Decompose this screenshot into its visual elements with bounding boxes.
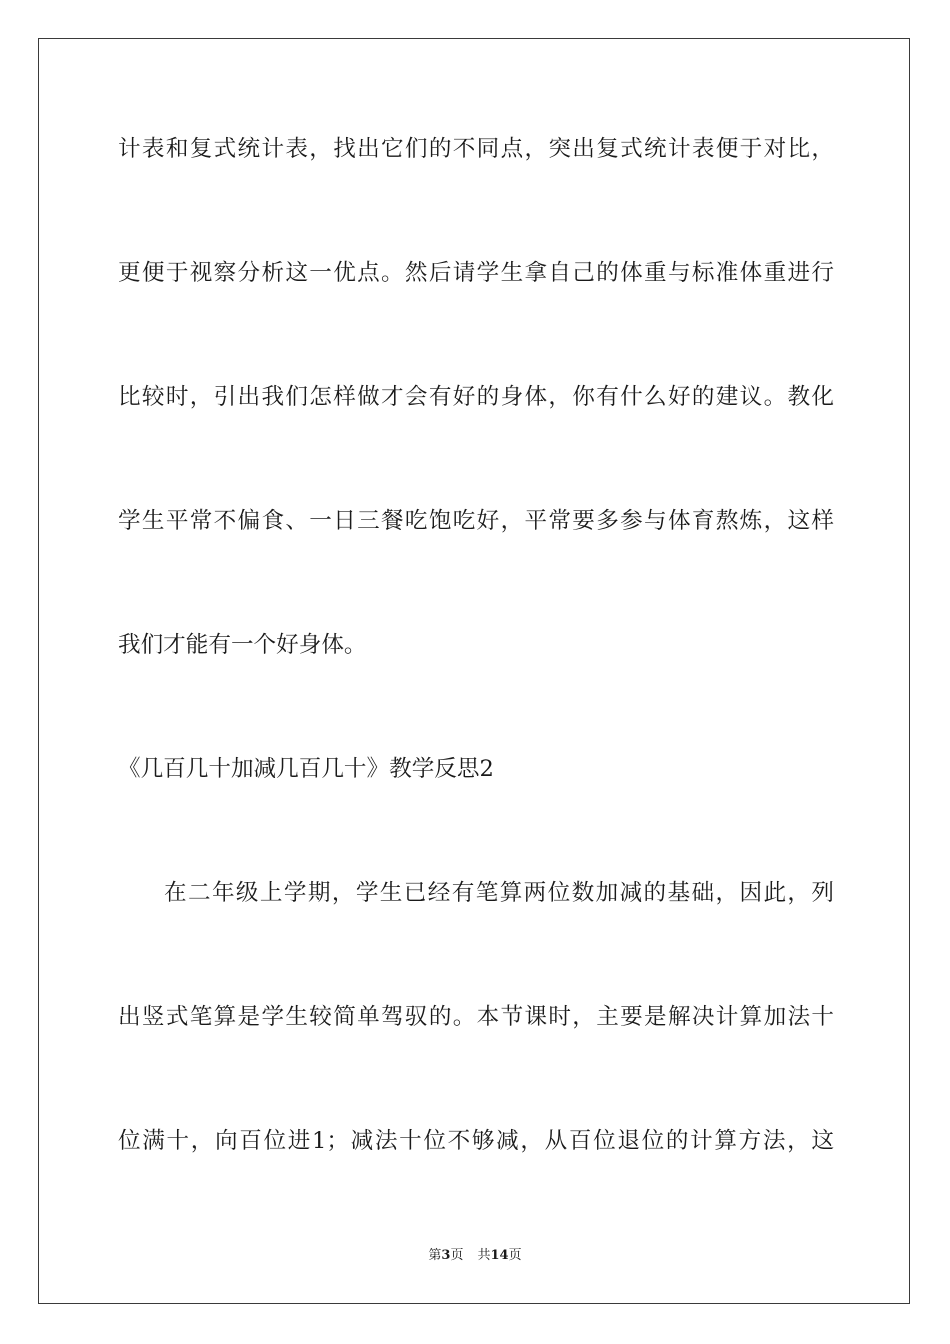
footer-total-pages: 14 (490, 1248, 509, 1263)
body-line-2: 更便于视察分析这一优点。然后请学生拿自己的体重与标准体重进行 (118, 260, 834, 286)
body-line-5: 我们才能有一个好身体。 (118, 632, 367, 658)
page-footer (0, 1246, 950, 1266)
paragraph-line-2: 出竖式笔算是学生较简单驾驭的。本节课时，主要是解决计算加法十 (118, 1004, 834, 1030)
page-frame (38, 38, 910, 1304)
paragraph-line-1: 在二年级上学期，学生已经有笔算两位数加减的基础，因此，列 (164, 880, 834, 906)
paragraph-line-3: 位满十，向百位进1；减法十位不够减，从百位退位的计算方法，这 (118, 1128, 834, 1154)
footer-total-suffix: 页 (508, 1248, 522, 1263)
footer-page-suffix: 页 (450, 1248, 464, 1263)
footer-total-prefix: 共 (477, 1248, 491, 1263)
footer-page-prefix: 第 (428, 1248, 442, 1263)
section-heading: 《几百几十加减几百几十》教学反思2 (118, 756, 494, 782)
body-line-3: 比较时，引出我们怎样做才会有好的身体，你有什么好的建议。教化 (118, 384, 834, 410)
body-line-1: 计表和复式统计表，找出它们的不同点，突出复式统计表便于对比， (118, 136, 834, 162)
footer-page-number: 3 (441, 1248, 451, 1263)
body-line-4: 学生平常不偏食、一日三餐吃饱吃好，平常要多参与体育熬炼，这样 (118, 508, 834, 534)
